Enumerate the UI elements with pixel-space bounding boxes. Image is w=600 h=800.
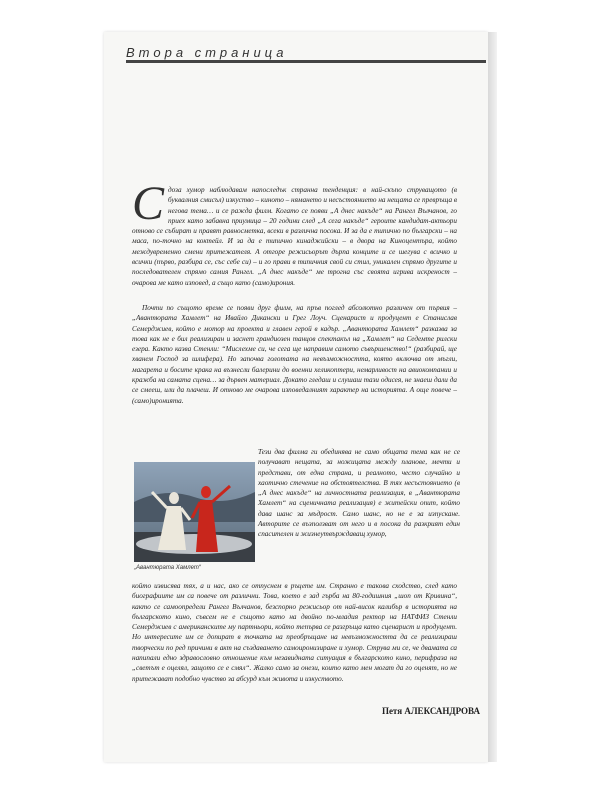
photo-caption: „Авантюрата Хамлет“ [134,565,201,571]
drop-cap: С [132,177,165,230]
article-paragraph-3: Тези два филма ги обединява не само общата тема как не се получават нещата, за ножицата между планове, мечти и представи, от една страна, и реалното, често случайно и хаотично стечение на обстоятелства. В тях несъстоянието (в „А днес накъде“ на личностната реализация, в „Авантюрата Хамлет“ на сценичната реализация) е житейски опит, който дава шанс за мъдрост. Само шанс, но не е за изпускане. Авторите се възползват от него и в посока да разкрият един спасителен и жизнеутвърждаващ хумор, [258,448,460,539]
paragraph-1-text: доза хумор наблюдавам напоследък странна тенденция: в най-скъпо струващото (в буквалния смисъл) изкуство – киното – нямането и несъстоянието на нещата се превръща в неговa тема… и се ражда филм. Когато се появи „А днес накъде“ на Рангел Вълчанов, го приех като забавна приумица – 20 години след „А сега накъде“ героите кандидат-актьори отново се събират и правят равносметка, всеки в различна посока. И за да е типично по български – на маса, по-точно на коктейл. И за да е типично кинаджийски – в двора на Киноцентъра, който междувременно смени притежателя. А отгоре режисьорът дърпа конците и се шегува с всичко и всички (първо, разбира се, със себе си) – и го прави в типичния свой си стил, уникален спрямо другите и последователен спрямо самия Рангел. „А днес накъде“ ме трогна със своята игрива искреност – очарова ме като изповед, а също като (само)ирония. [132,186,457,287]
author-signature: Петя АЛЕКСАНДРОВА [381,706,480,716]
section-header [126,40,486,70]
hamlet-dancers-image [134,462,255,562]
section-title: Втора страница [126,45,288,60]
article-paragraph-4: който извисява тях, а и нас, ако се отпуснем в ръцете им. Странно е такова сходство, след като биографиите им са повече от различни. Това, което е зад гърба на 80-годишния „шоп от Кривина“, както се самоопредели Рангел Вълчанов, безспорно режисьор от най-висок калибър в историята на българското кино, съвсем не е същото като на двойно по-младия ректор на НАТФИЗ Стенли Семерджиев с американските му партньори, който тепърва се разгръща като сценарист и продуцент. Но интересите им се допират в точката на преобръщане на невъзможността да се реализираш творчески по ред причини в акт на създаването самоиронизиране и хумор. Струва ми се, че двамата са напипали едно здравословно отношение към незавидната ситуация в българското кино, перифраза на „светът е оцелял, защото се е смял“. Жалко само за онези, които като мен могат да го оценят, но не притежават подобно чувство за абсурд към живота и изкуството. [132,582,457,683]
header-rule [126,60,486,63]
article-paragraph-1 [132,177,457,288]
article-paragraph-2: Почти по същото време се появи друг филм, на пръв поглед абсолютно различен от първия – „Авантюрата Хамлет“ на Ивайло Дикански и Грег Лоуч. Сценарист и продуцент е Станислав Семерджиев, който е мотор на проекта и главен герой в кадър. „Авантюрата Хамлет“ разказва за това как не е бил реализиран и заснет грандиозен танцов спектакъл на „Хамлет“ на Седемте рилски езера. Както казва Стенли: “Мислехме си, че сега ще направим самото съвършенство!“ (разбирай, ще хванем Господ за шлифера). Но започва голотата на невъзможността, която включва от мъгли, магарета и босите крака на възнесли балерини до военни хеликоптери, немарливост на авиокомпании и кражба на самата сцена… за дървен материал. Докато гледаш и слушаш тази одисея, не знаеш дали да се смееш, или да плачеш. И отново ме очарова изповедалният характер на историята. А още повече – (само)иронията. [132,304,457,405]
film-still-photo [134,462,255,562]
page-edge-shadow [488,32,497,762]
